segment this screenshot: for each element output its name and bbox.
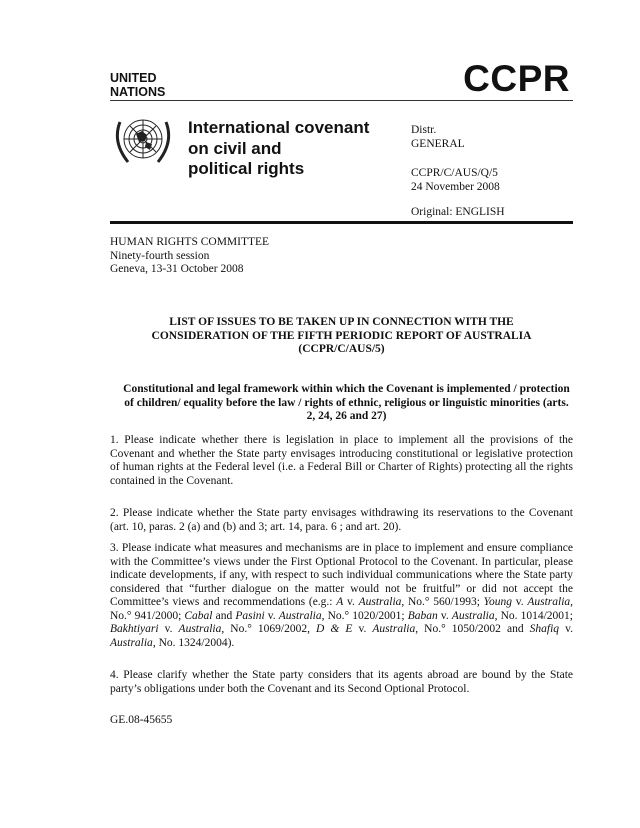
case-name-italic: Bakhtiyari <box>110 623 159 635</box>
paragraph-2 <box>110 507 573 534</box>
paragraph-text: , No.° 1020/2001; <box>321 609 408 622</box>
title-line: on civil and <box>188 138 282 158</box>
paragraph-text: 3. Please indicate what measures and mechanisms are in place to implement and ensure compliance with the Committee’s views under the First Optional Protocol to the Covenant. In particular, please indicate developments, if any, with respect to such individual communications where the State party considered that “further dialogue on the matter would not be fruitful” or did not accept the Committee’s views and recommendations (e.g.: <box>110 542 573 608</box>
paragraph-text: v. <box>437 609 452 622</box>
paragraph-text: , No.° 941/2000; <box>110 596 574 622</box>
paragraph-text: v. <box>511 596 528 608</box>
title-line: political rights <box>188 159 305 178</box>
case-name-italic: Australia <box>372 623 416 635</box>
covenant-title <box>188 118 369 180</box>
document-series-symbol: CCPR <box>463 58 570 99</box>
case-name-italic: Cabal <box>184 609 213 622</box>
paragraph-text: v. <box>559 623 573 635</box>
paragraph-text: v. <box>343 596 359 608</box>
document-metadata <box>411 124 505 220</box>
case-name-italic: Pasini <box>235 609 265 622</box>
paragraph-text: , No. 1014/2001; <box>494 609 573 622</box>
paragraph-1 <box>110 434 573 488</box>
paragraph-text: v. <box>264 609 279 622</box>
distribution: GENERAL <box>411 137 465 150</box>
case-name-italic: Baban <box>407 609 438 622</box>
heading-line: LIST OF ISSUES TO BE TAKEN UP IN CONNECTION WITH THE <box>169 316 514 328</box>
committee-name: HUMAN RIGHTS COMMITTEE <box>110 236 270 248</box>
organization-name <box>110 71 165 99</box>
committee-session: Ninety-fourth session <box>110 249 210 262</box>
case-name-italic: Young <box>483 596 512 608</box>
paragraph-text: v. <box>158 623 179 635</box>
document-symbol: CCPR/C/AUS/Q/5 <box>411 167 498 179</box>
case-name-italic: Australia <box>278 609 322 622</box>
header-thick-divider <box>110 221 573 224</box>
case-name-italic: Australia <box>527 596 571 608</box>
section-subheading: Constitutional and legal framework within which the Covenant is implemented / protection of children/ equality before the law / rights of ethnic, religious or linguistic minorities (arts. 2, 24, 26 and 27) <box>123 383 570 422</box>
org-line: UNITED <box>110 71 157 85</box>
original-language: Original: ENGLISH <box>411 206 505 218</box>
case-name-italic: Australia <box>358 596 402 608</box>
paragraph-3 <box>110 542 573 650</box>
paragraph-text: v. <box>352 623 373 635</box>
org-line: NATIONS <box>110 85 166 99</box>
un-emblem-icon <box>110 112 176 168</box>
paragraph-text: , No.° 560/1993; <box>401 596 484 608</box>
committee-info <box>110 236 269 277</box>
paragraph-text: 4. Please clarify whether the State party considers that its agents abroad are bound by the State party’s obligations under both the Covenant and its Second Optional Protocol. <box>110 669 573 695</box>
paragraph-text: , No. 1324/2004). <box>152 636 235 649</box>
header-divider <box>110 100 573 101</box>
case-name-italic: Australia <box>451 609 495 622</box>
committee-place-dates: Geneva, 13-31 October 2008 <box>110 263 244 275</box>
document-heading <box>110 316 573 357</box>
case-name-italic: Australia <box>110 636 153 649</box>
paragraph-text: , No.° 1069/2002, <box>221 623 317 635</box>
distribution-label: Distr. <box>411 124 437 136</box>
paragraph-text: 1. Please indicate whether there is legislation in place to implement all the provisions of the Covenant and whether the State party envisages introducing constitutional or legislative protection of human rights at the Federal level (i.e. a Federal Bill or Charter of Rights) protecting all the rights contained in the Covenant. <box>110 434 573 487</box>
case-name-italic: A <box>336 596 344 608</box>
heading-line: CONSIDERATION OF THE FIFTH PERIODIC REPORT OF AUSTRALIA <box>151 329 532 342</box>
footer-document-code: GE.08-45655 <box>110 714 173 726</box>
paragraph-4 <box>110 669 573 696</box>
case-name-italic: Australia <box>178 623 222 635</box>
case-name-italic: Shafiq <box>529 623 560 635</box>
paragraph-text: , No.° 1050/2002 and <box>415 623 530 635</box>
paragraph-text: and <box>212 609 236 622</box>
document-date: 24 November 2008 <box>411 180 500 193</box>
title-line: International covenant <box>188 118 370 137</box>
paragraph-text: 2. Please indicate whether the State party envisages withdrawing its reservations to the Covenant (art. 10, paras. 2 (a) and (b) and 3; art. 14, para. 6 ; and art. 20). <box>110 507 573 533</box>
heading-line: (CCPR/C/AUS/5) <box>298 343 385 355</box>
case-name-italic: D & E <box>316 623 353 635</box>
